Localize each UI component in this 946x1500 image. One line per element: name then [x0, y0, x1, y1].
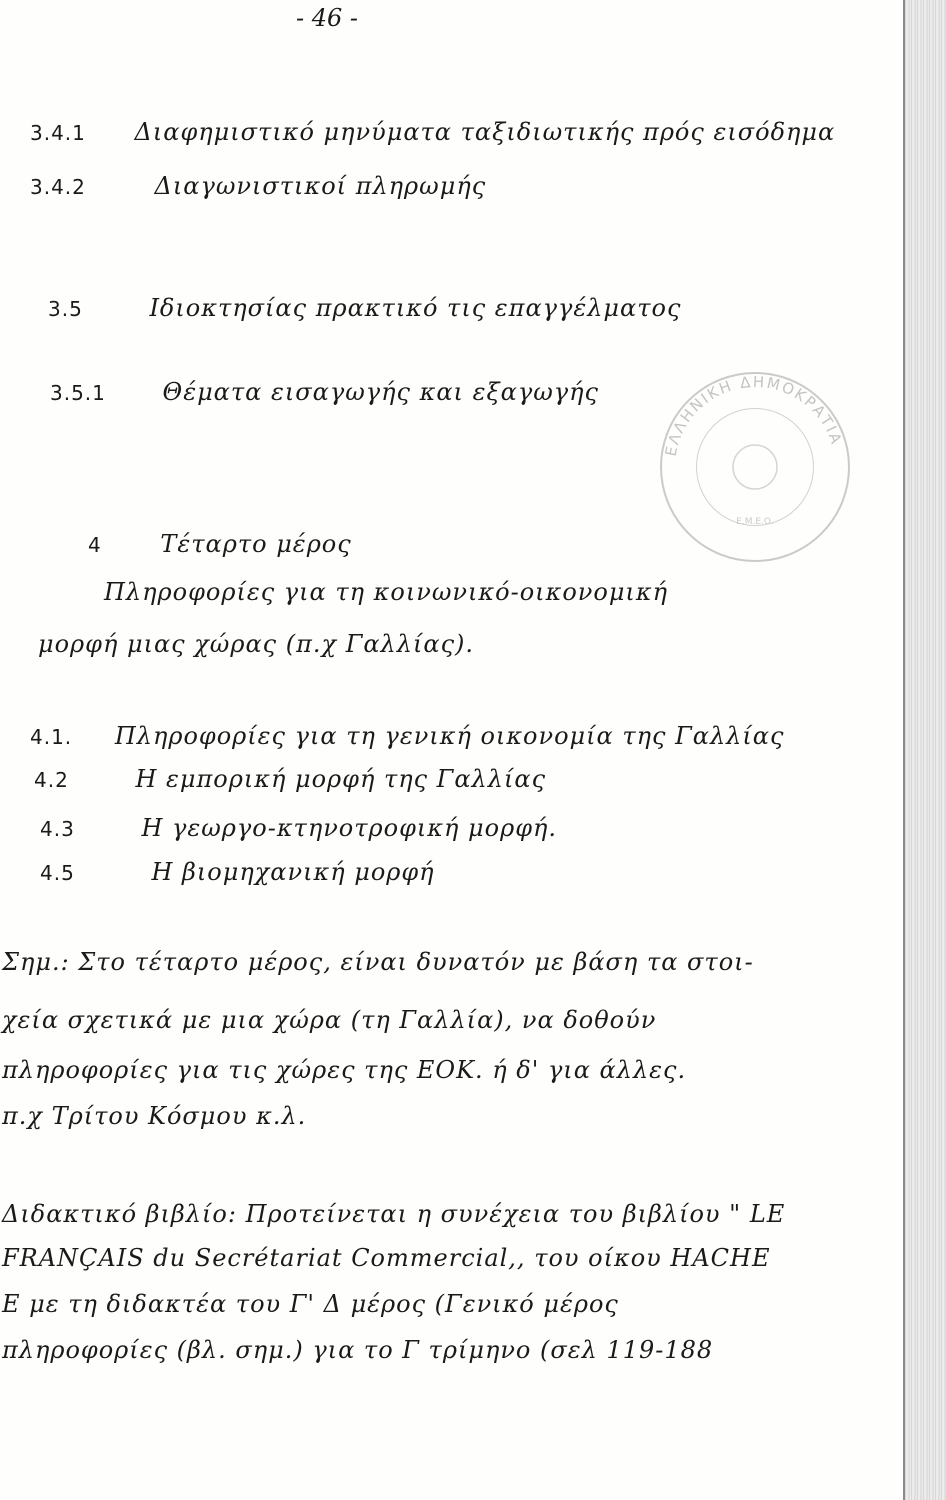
note-text: χεία σχετικά με μια χώρα (τη Γαλλία), να δοθούν [2, 1006, 657, 1034]
textbook-line-1 [2, 1200, 785, 1228]
outline-item-3-4-1 [30, 118, 835, 146]
official-stamp [660, 372, 850, 562]
note-text: Σημ.: Στο τέταρτο μέρος, είναι δυνατόν με βάση τα στοι- [2, 948, 754, 976]
item-number: 4.1. [30, 725, 73, 749]
item-text: Τέταρτο μέρος [160, 530, 352, 558]
note-line-2 [2, 1006, 656, 1034]
item-number: 4.2 [34, 768, 69, 792]
outline-item-4-2 [34, 765, 546, 793]
svg-text:Ε.Μ.Ε.Ο.: Ε.Μ.Ε.Ο. [736, 517, 774, 527]
textbook-line-3 [2, 1290, 619, 1318]
textbook-text: Διδακτικό βιβλίο: Προτείνεται η συνέχεια του βιβλίου " LE [2, 1200, 786, 1228]
item-text: Θέματα εισαγωγής και εξαγωγής [162, 378, 599, 406]
item-number: 3.5.1 [50, 381, 106, 405]
item-text: μορφή μιας χώρας (π.χ Γαλλίας). [38, 630, 475, 658]
section-4-description-line-1 [104, 578, 668, 606]
stamp-lettering [662, 374, 848, 560]
textbook-line-4 [2, 1336, 713, 1364]
item-number: 3.4.2 [30, 175, 86, 199]
textbook-text: πληροφορίες (βλ. σημ.) για το Γ τρίμηνο (σελ 119-188 [2, 1336, 714, 1364]
item-text: Η βιομηχανική μορφή [151, 858, 435, 886]
item-text: Η εμπορική μορφή της Γαλλίας [135, 765, 547, 793]
item-text: Διαγωνιστικοί πληρωμής [154, 172, 487, 200]
item-text: Η γεωργο-κτηνοτροφική μορφή. [141, 814, 558, 842]
note-line-3 [2, 1056, 686, 1084]
note-text: πληροφορίες για τις χώρες της ΕΟΚ. ή δ' για άλλες. [2, 1056, 687, 1084]
textbook-line-2 [2, 1244, 770, 1272]
section-4-heading [88, 530, 352, 558]
textbook-text: E με τη διδακτέα του Γ' Δ μέρος (Γενικό μέρος [2, 1290, 619, 1318]
item-number: 3.5 [48, 297, 83, 321]
outline-item-4-1 [30, 722, 784, 750]
item-text: Πληροφορίες για τη κοινωνικό-οικονομική [104, 578, 668, 606]
page-number: - 46 - [296, 4, 359, 32]
outline-item-4-3 [40, 814, 557, 842]
svg-text:ΕΛΛΗΝΙΚΗ ΔΗΜΟΚΡΑΤΙΑ: ΕΛΛΗΝΙΚΗ ΔΗΜΟΚΡΑΤΙΑ [662, 374, 846, 458]
textbook-text: FRANÇAIS du Secrétariat Commercial,, του οίκου HACHE [2, 1244, 771, 1272]
item-text: Πληροφορίες για τη γενική οικονομία της Γαλλίας [114, 722, 785, 750]
outline-item-3-5 [48, 294, 681, 322]
note-text: π.χ Τρίτου Κόσμου κ.λ. [2, 1102, 307, 1130]
section-4-description-line-2 [38, 630, 474, 658]
item-number: 4 [88, 533, 102, 557]
outline-item-4-5 [40, 858, 435, 886]
outline-item-3-5-1 [50, 378, 599, 406]
outline-item-3-4-2 [30, 172, 486, 200]
bleed-through-text [70, 215, 77, 240]
item-text: Διαφημιστικό μηνύματα ταξιδιωτικής πρός εισόδημα [134, 118, 836, 146]
note-line-1 [2, 948, 754, 976]
note-line-4 [2, 1102, 306, 1130]
item-number: 3.4.1 [30, 121, 86, 145]
item-number: 4.5 [40, 861, 75, 885]
item-text: Ιδιοκτησίας πρακτικό τις επαγγέλματος [149, 294, 682, 322]
book-page-edge [903, 0, 946, 1500]
item-number: 4.3 [40, 817, 75, 841]
